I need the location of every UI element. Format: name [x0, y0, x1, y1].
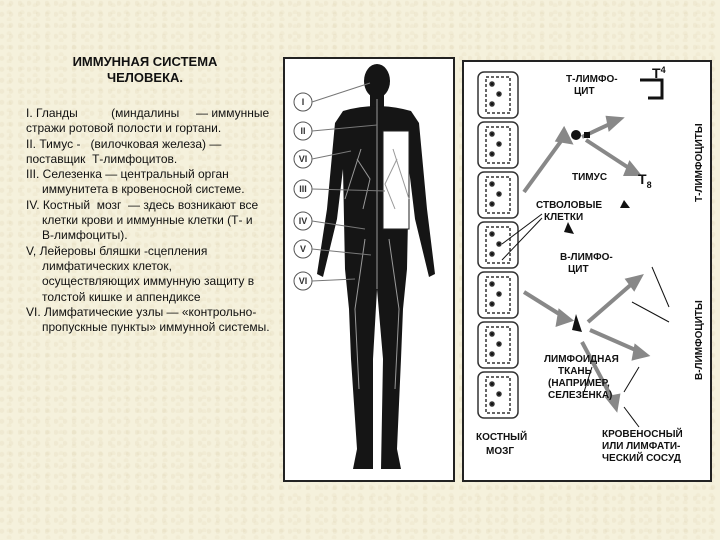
cells-figure-panel — [462, 60, 712, 482]
t8-letter: T — [638, 171, 647, 187]
marker-label: VI — [298, 276, 308, 286]
body-illustration — [285, 59, 453, 480]
vessel-label: КРОВЕНОСНЫЙ — [602, 429, 683, 440]
bone-marrow-label: КОСТНЫЙ — [476, 432, 528, 443]
t8-sub: 8 — [646, 180, 652, 190]
item-text: Лимфатические узлы — «контрольно-пропускные пункты» иммунной системы. — [40, 304, 270, 335]
lymphoid-tissue-label-2: ТКАНЬ — [558, 366, 592, 377]
item-numeral: III. — [26, 167, 40, 182]
marrow-cell — [490, 352, 494, 356]
marker-label: III — [299, 184, 307, 194]
item-bone-marrow — [26, 198, 270, 244]
bone-marrow-label-2: МОЗГ — [486, 446, 515, 457]
marrow-cell — [490, 152, 494, 156]
t4-letter: T — [652, 65, 661, 81]
stem-cells-label-2: КЛЕТКИ — [544, 212, 584, 223]
b-lymph-label: В-ЛИМФО- — [560, 252, 613, 263]
b-lymphocytes-side-label: В-ЛИМФОЦИТЫ — [694, 300, 705, 380]
thymus-label: ТИМУС — [572, 172, 608, 183]
t-lymph-label-2: ЦИТ — [574, 86, 595, 97]
organs-description — [26, 106, 273, 335]
item-text: Селезенка — центральный орган иммунитета в кровеносной системе. — [39, 167, 245, 197]
stem-cells-label: СТВОЛОВЫЕ — [536, 200, 603, 211]
marrow-cell — [490, 202, 494, 206]
t-lymph-label: Т-ЛИМФО- — [566, 74, 618, 85]
item-numeral: I. — [26, 106, 33, 120]
marrow-cell — [490, 382, 494, 386]
marrow-cell — [497, 242, 501, 246]
marrow-cell — [490, 132, 494, 136]
lymphoid-tissue-label-3: (НАПРИМЕР, — [548, 378, 610, 389]
marrow-cell — [490, 302, 494, 306]
lymphoid-tissue-label-4: СЕЛЕЗЕНКА) — [548, 390, 613, 401]
t4-sub: 4 — [660, 65, 666, 75]
marrow-cell — [497, 392, 501, 396]
item-peyer-patches — [26, 244, 270, 305]
marrow-cell — [490, 82, 494, 86]
item-text: Костный мозг — здесь возникают все клетки крови и иммунные клетки (Т- и В-лимфоциты). — [39, 197, 262, 243]
slide-title — [40, 54, 250, 86]
marker-label: V — [299, 244, 307, 254]
marrow-cell — [497, 292, 501, 296]
marrow-cell — [490, 252, 494, 256]
item-numeral: II. — [26, 136, 37, 151]
marrow-cell — [497, 92, 501, 96]
item-numeral: V, — [26, 243, 37, 258]
marker-label: I — [301, 97, 305, 107]
body-figure-panel — [283, 57, 455, 482]
t8-label — [638, 171, 652, 190]
item-glands — [26, 106, 273, 137]
marrow-cell — [497, 142, 501, 146]
cells-diagram — [464, 62, 710, 480]
item-numeral: VI. — [26, 304, 41, 319]
marrow-cell — [490, 182, 494, 186]
b-lymph-label-2: ЦИТ — [568, 264, 589, 275]
vessel-label-3: ЧЕСКИЙ СОСУД — [602, 453, 681, 464]
marrow-cell — [497, 342, 501, 346]
marrow-cell — [490, 402, 494, 406]
marrow-cell — [490, 232, 494, 236]
item-numeral: IV. — [26, 197, 40, 212]
vessel-label-2: ИЛИ ЛИМФАТИ- — [602, 441, 681, 452]
marker-I — [294, 83, 370, 111]
marker-label: IV — [298, 216, 308, 226]
title-line-1: ИММУННАЯ СИСТЕМА — [72, 54, 218, 69]
marrow-cell — [490, 332, 494, 336]
t-lymphocytes-side-label: Т-ЛИМФОЦИТЫ — [694, 123, 705, 202]
item-text: Лейеровы бляшки -сцепления лимфатических клеток, осуществляющих иммунную защиту в толстой кишке и аппендиксе — [36, 243, 255, 304]
t4-receptor-icon — [640, 80, 662, 98]
item-thymus — [26, 137, 270, 168]
marker-label: VI — [298, 154, 308, 164]
marker-label: II — [300, 126, 306, 136]
bone-segments — [478, 72, 518, 418]
title-line-2: ЧЕЛОВЕКА. — [106, 70, 184, 85]
item-text: Гланды (миндалины — иммунные стражи ротовой полости и гортани. — [26, 106, 273, 136]
marrow-cell — [490, 282, 494, 286]
lymphoid-tissue-label: ЛИМФОИДНАЯ — [544, 354, 619, 365]
item-spleen — [26, 167, 270, 198]
item-text: Тимус - (вилочковая железа) — поставщик Т-лимфоцитов. — [26, 136, 225, 166]
item-lymph-nodes — [26, 305, 270, 336]
marrow-cell — [497, 192, 501, 196]
t4-label — [652, 65, 666, 81]
marrow-cell — [490, 102, 494, 106]
